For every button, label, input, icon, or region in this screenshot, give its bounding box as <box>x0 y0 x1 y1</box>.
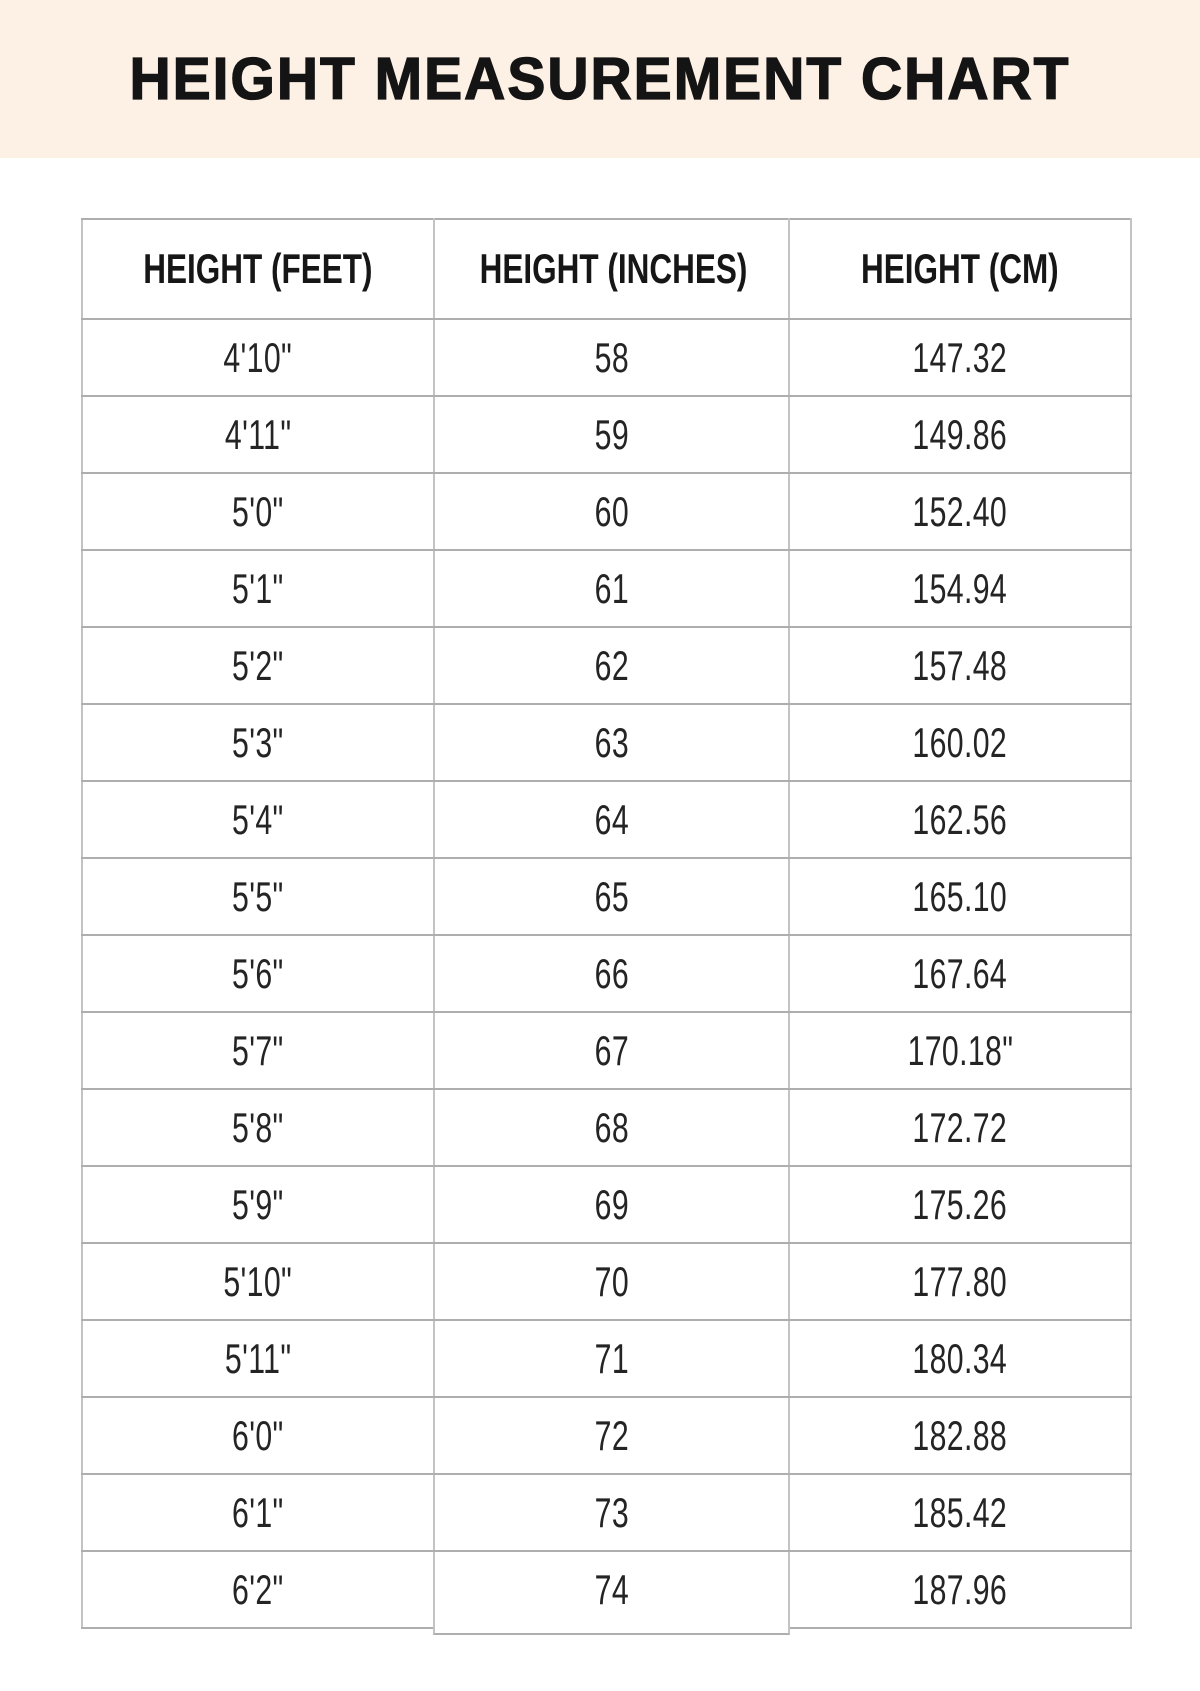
cell-inches-value: 62 <box>594 641 629 689</box>
cell-inches-value: 72 <box>594 1411 629 1459</box>
height-conversion-table <box>81 218 1132 1629</box>
table-row <box>82 1397 1131 1474</box>
cell-feet <box>82 935 434 1012</box>
cell-cm <box>789 319 1131 396</box>
cell-feet <box>82 473 434 550</box>
cell-feet <box>82 858 434 935</box>
cell-inches-value: 67 <box>594 1026 629 1074</box>
cell-cm-value: 172.72 <box>912 1103 1008 1151</box>
cell-cm-value: 185.42 <box>912 1488 1008 1536</box>
cell-inches <box>434 858 789 935</box>
cell-cm-value: 149.86 <box>912 410 1008 458</box>
table-row <box>82 473 1131 550</box>
table-row <box>82 550 1131 627</box>
cell-inches-value: 59 <box>594 410 629 458</box>
cell-cm <box>789 704 1131 781</box>
cell-inches <box>434 550 789 627</box>
cell-feet-value: 5'4" <box>232 795 284 843</box>
title-band <box>0 0 1200 158</box>
cell-inches <box>434 473 789 550</box>
table-row <box>82 935 1131 1012</box>
cell-inches <box>434 319 789 396</box>
table-row <box>82 319 1131 396</box>
table-row <box>82 1474 1131 1551</box>
cell-feet-value: 5'5" <box>232 872 284 920</box>
table-row <box>82 781 1131 858</box>
cell-feet-value: 5'6" <box>232 949 284 997</box>
cell-cm-value: 182.88 <box>912 1411 1008 1459</box>
cell-feet <box>82 319 434 396</box>
cell-cm <box>789 1166 1131 1243</box>
cell-inches-value: 71 <box>594 1334 629 1382</box>
cell-inches <box>434 704 789 781</box>
table-row <box>82 1166 1131 1243</box>
cell-inches <box>434 1320 789 1397</box>
cell-feet-value: 6'1" <box>232 1488 284 1536</box>
cell-feet <box>82 1397 434 1474</box>
cell-inches <box>434 1089 789 1166</box>
cell-feet <box>82 1474 434 1551</box>
table-header-row <box>82 219 1131 319</box>
cell-feet <box>82 550 434 627</box>
column-header-cm <box>789 219 1131 319</box>
cell-feet-value: 5'8" <box>232 1103 284 1151</box>
cell-cm-value: 147.32 <box>912 333 1008 381</box>
cell-feet-value: 5'3" <box>232 718 284 766</box>
cell-inches-value: 66 <box>594 949 629 997</box>
table-row <box>82 1551 1131 1628</box>
cell-cm-value: 187.96 <box>912 1565 1008 1613</box>
cell-cm <box>789 1012 1131 1089</box>
table-row <box>82 1012 1131 1089</box>
table-row <box>82 858 1131 935</box>
cell-feet-value: 5'2" <box>232 641 284 689</box>
cell-cm-value: 152.40 <box>912 487 1008 535</box>
cell-feet <box>82 627 434 704</box>
cell-cm <box>789 1474 1131 1551</box>
cell-feet-value: 6'0" <box>232 1411 284 1459</box>
cell-inches <box>434 781 789 858</box>
table-row <box>82 1320 1131 1397</box>
cell-feet-value: 6'2" <box>232 1565 284 1613</box>
cell-cm <box>789 1243 1131 1320</box>
cell-inches-value: 70 <box>594 1257 629 1305</box>
cell-feet <box>82 1089 434 1166</box>
cell-cm <box>789 396 1131 473</box>
cell-feet <box>82 781 434 858</box>
cell-cm-value: 167.64 <box>912 949 1008 997</box>
cell-inches <box>434 396 789 473</box>
cell-cm-value: 162.56 <box>912 795 1008 843</box>
table-row <box>82 704 1131 781</box>
cell-inches-value: 63 <box>594 718 629 766</box>
cell-inches-value: 74 <box>594 1565 629 1613</box>
cell-feet <box>82 396 434 473</box>
cell-inches-value: 65 <box>594 872 629 920</box>
cell-feet-value: 5'7" <box>232 1026 284 1074</box>
cell-inches <box>434 1474 789 1551</box>
cell-inches <box>434 1551 789 1628</box>
cell-feet <box>82 1243 434 1320</box>
table-row <box>82 1243 1131 1320</box>
column-header-feet-label: HEIGHT (FEET) <box>143 245 373 292</box>
cell-cm <box>789 1397 1131 1474</box>
cell-cm <box>789 935 1131 1012</box>
cell-inches-value: 58 <box>594 333 629 381</box>
cell-cm-value: 154.94 <box>912 564 1008 612</box>
cell-cm-value: 160.02 <box>912 718 1008 766</box>
cell-cm-value: 170.18" <box>907 1026 1013 1074</box>
cell-inches <box>434 935 789 1012</box>
cell-feet <box>82 1166 434 1243</box>
cell-cm-value: 180.34 <box>912 1334 1008 1382</box>
cell-cm-value: 177.80 <box>912 1257 1008 1305</box>
cell-feet-value: 4'10" <box>223 333 293 381</box>
cell-inches-value: 61 <box>594 564 629 612</box>
cell-cm <box>789 858 1131 935</box>
cell-cm <box>789 627 1131 704</box>
cell-inches <box>434 1397 789 1474</box>
cell-cm-value: 175.26 <box>912 1180 1008 1228</box>
cell-feet <box>82 704 434 781</box>
cell-inches <box>434 1166 789 1243</box>
cell-feet-value: 5'11" <box>224 1334 292 1382</box>
cell-cm <box>789 473 1131 550</box>
cell-feet-value: 5'10" <box>223 1257 293 1305</box>
cell-inches-value: 68 <box>594 1103 629 1151</box>
table-container <box>81 218 1130 1629</box>
cell-cm-value: 157.48 <box>912 641 1008 689</box>
cell-inches-value: 64 <box>594 795 629 843</box>
column-header-inches <box>434 219 789 319</box>
column-header-feet <box>82 219 434 319</box>
column-header-inches-label: HEIGHT (INCHES) <box>479 245 748 292</box>
cell-cm <box>789 1551 1131 1628</box>
cell-cm-value: 165.10 <box>912 872 1008 920</box>
table-row <box>82 1089 1131 1166</box>
cell-feet <box>82 1012 434 1089</box>
cell-feet-value: 5'9" <box>232 1180 284 1228</box>
cell-cm <box>789 1089 1131 1166</box>
cell-inches-value: 60 <box>594 487 629 535</box>
column-header-cm-label: HEIGHT (CM) <box>861 245 1059 292</box>
cell-inches-value: 73 <box>594 1488 629 1536</box>
table-row <box>82 627 1131 704</box>
page-title: HEIGHT MEASUREMENT CHART <box>129 45 1071 113</box>
cell-cm <box>789 781 1131 858</box>
cell-feet <box>82 1320 434 1397</box>
cell-feet-value: 4'11" <box>224 410 292 458</box>
table-body <box>82 319 1131 1628</box>
cell-feet-value: 5'1" <box>232 564 284 612</box>
table-row <box>82 396 1131 473</box>
cell-feet-value: 5'0" <box>232 487 284 535</box>
cell-inches <box>434 1012 789 1089</box>
cell-inches-value: 69 <box>594 1180 629 1228</box>
cell-feet <box>82 1551 434 1628</box>
cell-cm <box>789 1320 1131 1397</box>
cell-inches <box>434 1243 789 1320</box>
cell-cm <box>789 550 1131 627</box>
cell-inches <box>434 627 789 704</box>
